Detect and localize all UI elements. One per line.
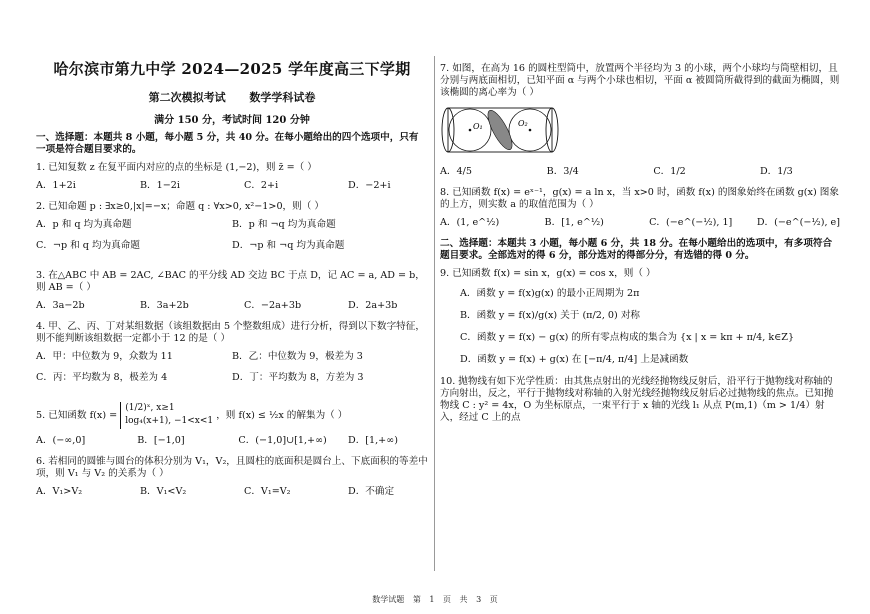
- question-3: 3. 在△ABC 中 AB = 2AC, ∠BAC 的平分线 AD 交边 BC 于点 D，记 AC = a, AD = b，则 AB =（ ）: [36, 269, 425, 293]
- option: A．甲：中位数为 9，众数为 11: [36, 350, 173, 362]
- option: D．1/3: [759, 165, 793, 177]
- question-1-options: [36, 180, 428, 192]
- piecewise-brace: [120, 402, 213, 429]
- question-8: 8. 已知函数 f(x) = eˣ⁻¹，g(x) = a ln x，当 x>0 时，函数 f(x) 的图象始终在函数 g(x) 图象的上方，则实数 a 的取值范围为（ ）: [440, 186, 839, 210]
- question-3-options: [36, 300, 428, 312]
- question-6-options: [36, 486, 428, 498]
- column-divider: [434, 56, 435, 571]
- right-column: [440, 58, 840, 429]
- question-9-option-b: B．函数 y = f(x)/g(x) 关于 (π/2, 0) 对称: [460, 309, 641, 321]
- exam-title: 哈尔滨市第九中学 2024—2025 学年度高三下学期: [53, 60, 411, 78]
- page-footer: 数学试题 第 1 页 共 3 页: [372, 595, 498, 604]
- question-7-options: [440, 166, 840, 178]
- option: C．丙：平均数为 8，极差为 4: [36, 371, 168, 383]
- ellipse-section: [483, 107, 516, 152]
- question-9-option-d: D．函数 y = f(x) + g(x) 在 [−π/4, π/4] 上是减函数: [460, 353, 689, 365]
- option: C．(−e^(−½), 1]: [649, 216, 733, 228]
- question-5-stem-a: 5. 已知函数 f(x) =: [36, 409, 118, 421]
- piecewise-case-2: log₄(x+1), −1<x<1: [125, 416, 214, 427]
- option: B．[1, e^½): [544, 216, 604, 228]
- option: B．[−1,0]: [137, 434, 185, 446]
- question-6: 6. 若相同的圆锥与圆台的体积分别为 V₁，V₂，且圆柱的底面积是圆台上、下底面积的等差中项，则 V₁ 与 V₂ 的关系为（ ）: [36, 455, 428, 479]
- option: A．1+2i: [36, 179, 76, 191]
- option: C．−2a+3b: [244, 299, 302, 311]
- question-8-options: [440, 217, 840, 229]
- cylinder-diagram: [440, 104, 565, 156]
- piecewise-case-1: (1/2)ˣ, x≥1: [125, 402, 175, 413]
- option: B．1−2i: [140, 179, 180, 191]
- question-2: 2. 已知命题 p : ∃x≥0,|x|=−x；命题 q : ∀x>0, x²−1>0，则（ ）: [36, 200, 324, 212]
- center-o2: [529, 129, 532, 132]
- question-1: 1. 已知复数 z 在复平面内对应的点的坐标是 (1,−2)，则 z̄ =（ ）: [36, 161, 317, 173]
- option: D．2a+3b: [348, 299, 398, 311]
- question-9-option-a: A．函数 y = f(x)g(x) 的最小正周期为 2π: [460, 287, 640, 299]
- question-4-options: [36, 351, 428, 393]
- question-5: [36, 402, 428, 429]
- option: B．V₁<V₂: [140, 485, 187, 497]
- option: B．3a+2b: [140, 299, 189, 311]
- section2-heading: 二、选择题：本题共 3 小题，每小题 6 分，共 18 分。在每小题给出的选项中，有多项符合题目要求。全部选对的得 6 分，部分选对的得部分分，有选错的得 0 分。: [440, 237, 833, 261]
- label-o2: O₂: [518, 118, 528, 128]
- option: D．不确定: [348, 485, 395, 497]
- option: A．4/5: [440, 165, 472, 177]
- question-5-options: [36, 435, 428, 447]
- option: D．¬p 和 ¬q 均为真命题: [232, 239, 345, 251]
- option: D．−2+i: [348, 179, 391, 191]
- option: A．p 和 q 均为真命题: [36, 218, 132, 230]
- question-2-options: [36, 219, 428, 261]
- option: C．V₁=V₂: [244, 485, 291, 497]
- cylinder-figure: [440, 104, 840, 160]
- option: D．(−e^(−½), e]: [756, 216, 840, 228]
- left-column: [36, 58, 428, 507]
- question-7: 7. 如图，在高为 16 的圆柱型筒中，放置两个半径均为 3 的小球，两个小球均与筒壁相切，且分别与两底面相切，已知平面 α 与两个小球也相切，平面 α 被圆筒所截得到的截面为椭圆，则该椭圆的离心率为（ ）: [440, 63, 840, 98]
- option: A．(−∞,0]: [36, 434, 86, 446]
- option: C．(−1,0]∪[1,+∞): [238, 434, 327, 446]
- option: A．(1, e^½): [440, 216, 500, 228]
- option: B．乙：中位数为 9，极差为 3: [232, 350, 363, 362]
- option: C．2+i: [244, 179, 279, 191]
- question-4: 4. 甲、乙、丙、丁对某组数据（该组数据由 5 个整数组成）进行分析，得到以下数字特征，则不能判断该组数据一定都小于 12 的是（ ）: [36, 320, 425, 344]
- question-5-stem-b: ，则 f(x) ≤ ½x 的解集为（ ）: [216, 409, 348, 421]
- option: A．3a−2b: [36, 299, 85, 311]
- center-o1: [469, 129, 472, 132]
- option: A．V₁>V₂: [36, 485, 83, 497]
- option: B．3/4: [546, 165, 579, 177]
- option: B．p 和 ¬q 均为真命题: [232, 218, 336, 230]
- section1-heading: 一、选择题：本题共 8 小题，每小题 5 分，共 40 分。在每小题给出的四个选项中，只有一项是符合题目要求的。: [36, 132, 419, 155]
- label-o1: O₁: [473, 121, 483, 131]
- option: D．丁：平均数为 8，方差为 3: [232, 371, 364, 383]
- score-time: 满分 150 分，考试时间 120 分钟: [154, 114, 310, 126]
- option: C．1/2: [653, 165, 686, 177]
- option: C．¬p 和 q 均为真命题: [36, 239, 140, 251]
- question-9-option-c: C．函数 y = f(x) − g(x) 的所有零点构成的集合为 {x | x = kπ + π/4, k∈Z}: [460, 331, 795, 343]
- question-9: 9. 已知函数 f(x) = sin x，g(x) = cos x，则（ ）: [440, 267, 656, 279]
- option: D．[1,+∞): [348, 434, 398, 446]
- exam-subtitle: 第二次模拟考试 数学学科试卷: [148, 90, 316, 104]
- question-10: 10. 抛物线有如下光学性质：由其焦点射出的光线经抛物线反射后，沿平行于抛物线对称轴的方向射出，反之，平行于抛物线对称轴的入射光线经抛物线反射后必过抛物线的焦点。已知抛物线 C : y² = 4x，O 为坐标原点，一束平行于 x 轴的光线 l₁ 从点 P(m,1)（m > 1/4）射入，经过 C 上的点: [440, 375, 834, 423]
